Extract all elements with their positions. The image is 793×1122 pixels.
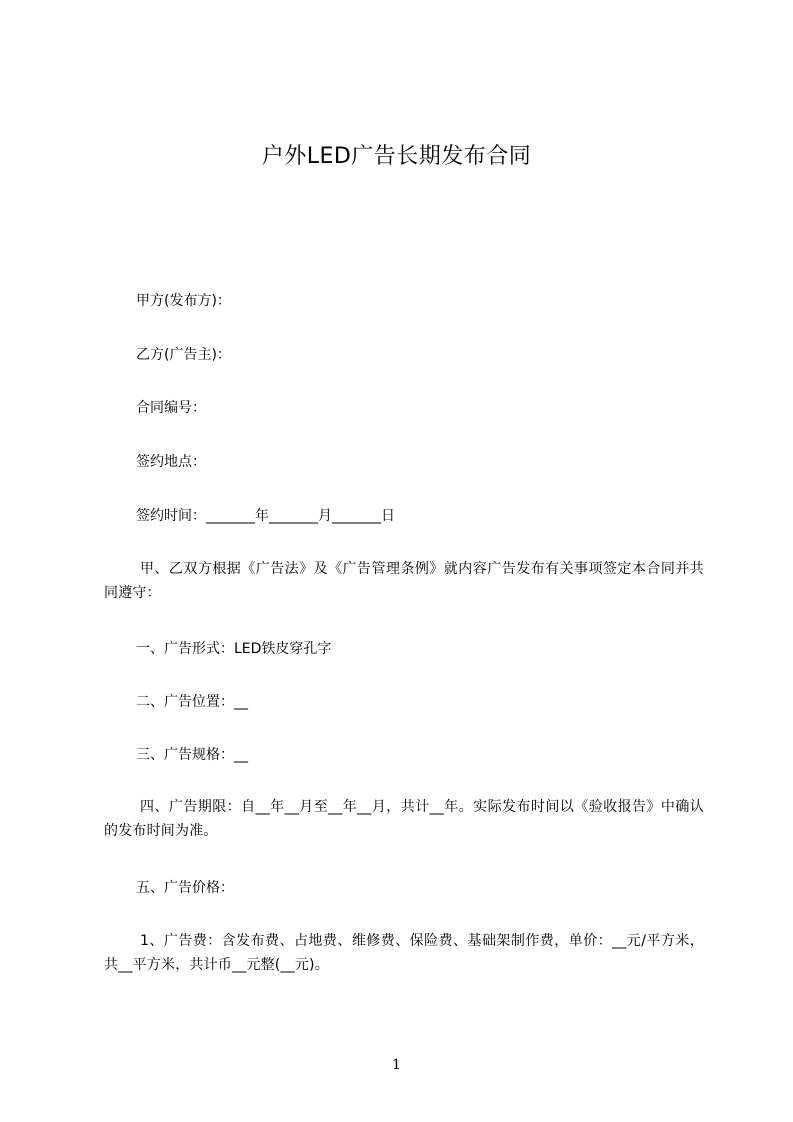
intro-paragraph: 甲、乙双方根据《广告法》及《广告管理条例》就内容广告发布有关事项签定本合同并共同遵守：: [104, 561, 704, 601]
party-b-line: 乙方(广告主)：: [136, 347, 231, 363]
clause-4-ad-period: 四、广告期限：自__年__月至__年__月，共计__年。实际发布时间以《验收报告》中确认的发布时间为准。: [104, 799, 704, 839]
clause-1-ad-form: 一、广告形式：LED铁皮穿孔字: [136, 641, 332, 657]
document-title: 户外LED广告长期发布合同: [261, 144, 532, 169]
clause-2-ad-location: 二、广告位置：__: [136, 694, 248, 710]
sign-time-line: 签约时间：_______年_______月_______日: [136, 508, 395, 524]
page-number: 1: [392, 1057, 401, 1073]
sign-place-line: 签约地点：: [136, 454, 206, 470]
contract-number-line: 合同编号：: [136, 400, 206, 416]
clause-5-ad-price: 五、广告价格：: [136, 880, 234, 896]
clause-3-ad-spec: 三、广告规格：__: [136, 747, 248, 763]
party-a-line: 甲方(发布方)：: [136, 293, 231, 309]
clause-5-1-ad-fee: 1、广告费：含发布费、占地费、维修费、保险费、基础架制作费，单价：__元/平方米，共__平方米，共计币__元整(__元)。: [104, 933, 704, 973]
